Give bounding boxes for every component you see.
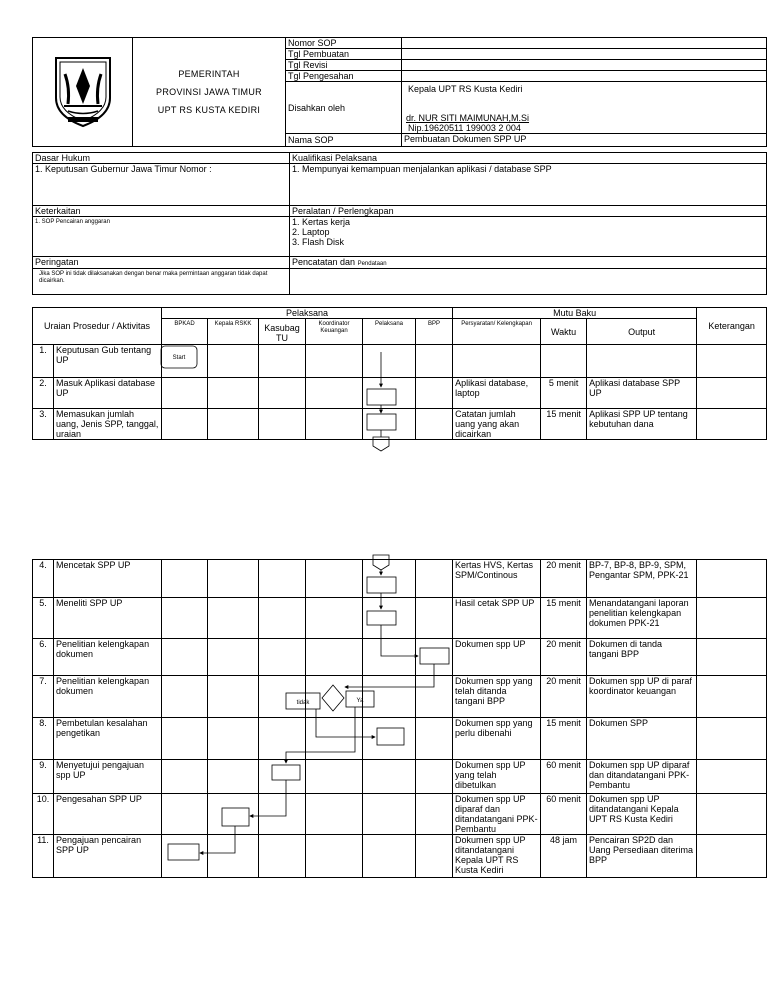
approver-name: dr. NUR SITI MAIMUNAH,M.Si (406, 113, 530, 123)
table-row (33, 794, 767, 835)
col-pelaksana-group: Pelaksana (162, 308, 453, 319)
row-output: Aplikasi SPP UP tentang kebutuhan dana (587, 409, 697, 440)
row-number: 2. (33, 378, 54, 409)
organization-title (133, 38, 286, 147)
peralatan-item: 1. Kertas kerja (292, 217, 351, 227)
peringatan-value: Jika SOP ini tidak dilaksanakan dengan benar maka permintaan anggaran tidak dapat dicairkan. (33, 269, 290, 295)
col-koordinator: Koordinator Keuangan (306, 319, 363, 345)
row-persyaratan: Dokumen spp yang perlu dibenahi (453, 718, 541, 760)
row-number: 5. (33, 598, 54, 639)
table-row (33, 409, 767, 440)
decision-no-label: tidak (296, 700, 310, 706)
col-bpp: BPP (416, 319, 453, 345)
row-persyaratan: Hasil cetak SPP UP (453, 598, 541, 639)
kualifikasi-label: Kualifikasi Pelaksana (290, 153, 767, 164)
sop-info-table (32, 152, 767, 295)
approver-nip: Nip.19620511 199003 2 004 (408, 123, 521, 133)
row-uraian: Pengajuan pencairan SPP UP (54, 835, 162, 878)
row-output: Aplikasi database SPP UP (587, 378, 697, 409)
row-uraian: Meneliti SPP UP (54, 598, 162, 639)
peralatan-label: Peralatan / Perlengkapan (290, 206, 767, 217)
row-persyaratan: Dokumen spp UP diparaf dan ditandatangani PPK-Pembantu (453, 794, 541, 835)
row-waktu: 5 menit (541, 378, 587, 409)
col-mutu-baku: Mutu Baku (453, 308, 697, 319)
disahkan-oleh-label: Disahkan oleh (286, 82, 402, 134)
row-waktu: 20 menit (541, 639, 587, 676)
row-output: Dokumen di tanda tangani BPP (587, 639, 697, 676)
row-number: 9. (33, 760, 54, 794)
keterkaitan-label: Keterkaitan (33, 206, 290, 217)
row-number: 6. (33, 639, 54, 676)
start-label: Start (172, 355, 186, 361)
col-persyaratan: Persyaratan/ Kelengkapan (453, 319, 541, 345)
row-output (587, 345, 697, 378)
row-persyaratan: Dokumen spp UP ditandatangani Kepala UPT RS Kusta Kediri (453, 835, 541, 878)
row-output: Dokumen spp UP ditandatangani Kepala UPT RS Kusta Kediri (587, 794, 697, 835)
nomor-sop-value (402, 38, 767, 49)
peralatan-item: 3. Flash Disk (292, 237, 345, 247)
table-row (33, 760, 767, 794)
row-uraian: Menyetujui pengajuan spp UP (54, 760, 162, 794)
pencatatan-label-small: Pendataan (357, 261, 387, 267)
col-kasubag: Kasubag TU (259, 319, 306, 345)
logo-cell (33, 38, 133, 147)
row-uraian: Memasukan jumlah uang, Jenis SPP, tanggal, uraian (54, 409, 162, 440)
row-waktu (541, 345, 587, 378)
table-row (33, 835, 767, 878)
procedure-table-page-2 (32, 559, 767, 878)
peralatan-list (290, 217, 767, 257)
row-uraian: Pembetulan kesalahan pengetikan (54, 718, 162, 760)
sop-header-table (32, 37, 767, 147)
tgl-revisi-value (402, 60, 767, 71)
pencatatan-label-text: Pencatatan dan (292, 257, 356, 267)
row-persyaratan (453, 345, 541, 378)
peringatan-label: Peringatan (33, 257, 290, 269)
row-number: 4. (33, 560, 54, 598)
decision-yes-label: Ya (356, 698, 364, 704)
kualifikasi-value: 1. Mempunyai kemampuan menjalankan aplikasi / database SPP (290, 164, 767, 206)
tgl-revisi-label: Tgl Revisi (286, 60, 402, 71)
org-line-1: PEMERINTAH (178, 69, 240, 79)
provincial-emblem-icon (50, 54, 116, 128)
tgl-pengesahan-value (402, 71, 767, 82)
pencatatan-label (290, 257, 767, 269)
org-line-2: PROVINSI JAWA TIMUR (156, 87, 262, 97)
row-waktu: 15 menit (541, 718, 587, 760)
table-row (33, 639, 767, 676)
row-waktu: 20 menit (541, 560, 587, 598)
row-output: Dokumen spp UP di paraf koordinator keuangan (587, 676, 697, 718)
row-persyaratan: Kertas HVS, Kertas SPM/Continous (453, 560, 541, 598)
col-bpkad: BPKAD (162, 319, 208, 345)
table-row (33, 378, 767, 409)
row-waktu: 15 menit (541, 409, 587, 440)
tgl-pengesahan-label: Tgl Pengesahan (286, 71, 402, 82)
row-persyaratan: Aplikasi database, laptop (453, 378, 541, 409)
row-uraian: Mencetak SPP UP (54, 560, 162, 598)
row-output: Dokumen SPP (587, 718, 697, 760)
row-number: 11. (33, 835, 54, 878)
row-waktu: 60 menit (541, 760, 587, 794)
row-waktu: 48 jam (541, 835, 587, 878)
row-waktu: 20 menit (541, 676, 587, 718)
row-output: Dokumen spp UP diparaf dan ditandatangani PPK-Pembantu (587, 760, 697, 794)
row-waktu: 60 menit (541, 794, 587, 835)
col-pelaksana: Pelaksana (363, 319, 416, 345)
col-kepala: Kepala RSKK (208, 319, 259, 345)
row-number: 10. (33, 794, 54, 835)
approver-block (402, 82, 767, 134)
row-number: 7. (33, 676, 54, 718)
row-uraian: Penelitian kelengkapan dokumen (54, 639, 162, 676)
row-persyaratan: Dokumen spp UP yang telah dibetulkan (453, 760, 541, 794)
table-row (33, 598, 767, 639)
table-row (33, 718, 767, 760)
row-number: 3. (33, 409, 54, 440)
row-uraian: Penelitian kelengkapan dokumen (54, 676, 162, 718)
row-output: Menandatangani laporan penelitian kelengkapan dokumen PPK-21 (587, 598, 697, 639)
dasar-hukum-label: Dasar Hukum (33, 153, 290, 164)
col-uraian: Uraian Prosedur / Aktivitas (33, 308, 162, 345)
row-uraian: Masuk Aplikasi database UP (54, 378, 162, 409)
tgl-pembuatan-value (402, 49, 767, 60)
table-row (33, 676, 767, 718)
table-row (33, 560, 767, 598)
peralatan-item: 2. Laptop (292, 227, 330, 237)
row-persyaratan: Dokumen spp UP (453, 639, 541, 676)
nama-sop-label: Nama SOP (286, 134, 402, 147)
tgl-pembuatan-label: Tgl Pembuatan (286, 49, 402, 60)
pencatatan-value (290, 269, 767, 295)
row-waktu: 15 menit (541, 598, 587, 639)
row-uraian: Pengesahan SPP UP (54, 794, 162, 835)
table-row (33, 345, 767, 378)
row-persyaratan: Dokumen spp yang telah ditanda tangani BPP (453, 676, 541, 718)
row-output: BP-7, BP-8, BP-9, SPM, Pengantar SPM, PPK-21 (587, 560, 697, 598)
col-keterangan: Keterangan (697, 308, 767, 345)
dasar-hukum-value: 1. Keputusan Gubernur Jawa Timur Nomor : (33, 164, 290, 206)
row-uraian: Keputusan Gub tentang UP (54, 345, 162, 378)
org-line-3: UPT RS KUSTA KEDIRI (157, 105, 261, 115)
nomor-sop-label: Nomor SOP (286, 38, 402, 49)
row-number: 8. (33, 718, 54, 760)
col-output: Output (587, 319, 697, 345)
procedure-table-page-1 (32, 307, 767, 440)
row-persyaratan: Catatan jumlah uang yang akan dicairkan (453, 409, 541, 440)
keterkaitan-value: 1. SOP Pencairan anggaran (33, 217, 290, 257)
row-number: 1. (33, 345, 54, 378)
row-output: Pencairan SP2D dan Uang Persediaan diterima BPP (587, 835, 697, 878)
col-waktu: Waktu (541, 319, 587, 345)
nama-sop-value: Pembuatan Dokumen SPP UP (402, 134, 767, 147)
approver-title: Kepala UPT RS Kusta Kediri (408, 84, 523, 94)
